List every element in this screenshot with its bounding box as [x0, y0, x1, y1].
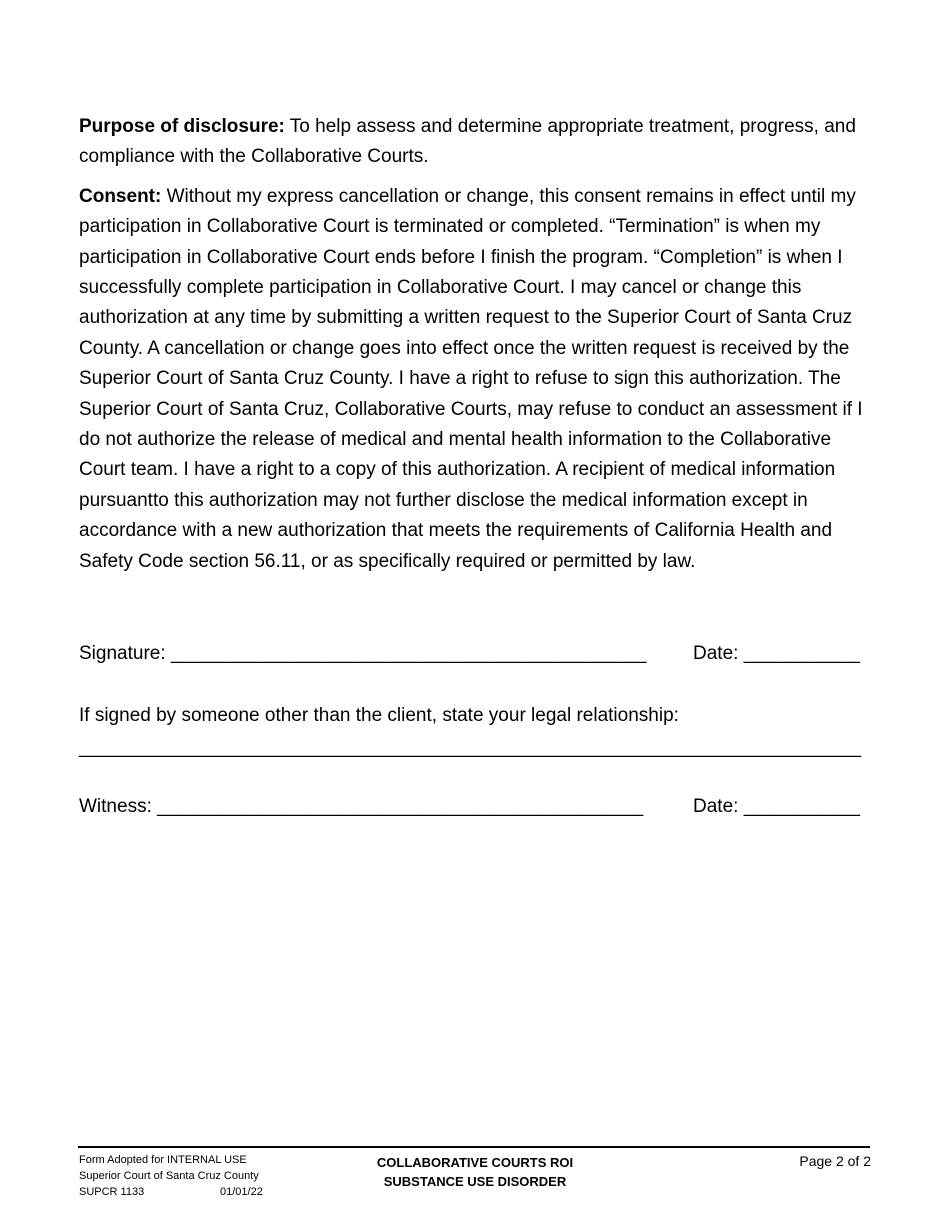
relationship-field[interactable]: __________________________________________________________________________ [79, 737, 861, 758]
footer-form-number: SUPCR 1133 [79, 1186, 145, 1198]
signature-label: Signature: [79, 643, 171, 664]
relationship-label: If signed by someone other than the client, state your legal relationship: [79, 705, 679, 726]
signature-date-row [693, 642, 860, 666]
signature-field[interactable]: _____________________________________________ [170, 643, 647, 664]
consent-label: Consent: [79, 185, 162, 207]
witness-date-row [693, 795, 860, 819]
consent-paragraph [79, 182, 879, 577]
purpose-label: Purpose of disclosure: [79, 116, 285, 137]
witness-row [79, 795, 643, 819]
footer-adopted: Form Adopted for INTERNAL USE [79, 1154, 247, 1166]
signature-row [79, 642, 646, 666]
witness-field[interactable]: ______________________________________________ [157, 796, 644, 817]
footer-title-line1: COLLABORATIVE COURTS ROI [376, 1155, 574, 1170]
footer-form-date: 01/01/22 [220, 1186, 263, 1198]
footer-court: Superior Court of Santa Cruz County [79, 1170, 259, 1182]
body-text [79, 112, 879, 586]
footer-form-id-row [79, 1184, 279, 1200]
footer-divider [78, 1146, 870, 1148]
page-number: Page 2 of 2 [799, 1153, 871, 1169]
signature-date-label: Date: [693, 643, 744, 664]
purpose-paragraph [79, 112, 879, 173]
witness-date-field[interactable]: ___________ [743, 796, 860, 817]
witness-date-label: Date: [693, 796, 744, 817]
consent-text: Without my express cancellation or change, this consent remains in effect until my participation in Collaborative Court is terminated or completed. “Termination” is when my participation in Collaborative Court ends before I finish the program. “Completion” is when I successfully complete participation in Collaborative Court. I may cancel or change this authorization at any time by submitting a written request to the Superior Court of Santa Cruz County. A cancellation or change goes into effect once the written request is received by the Superior Court of Santa Cruz County. I have a right to refuse to sign this authorization. The Superior Court of Santa Cruz, Collaborative Courts, may refuse to conduct an assessment if I do not authorize the release of medical and mental health information to the Collaborative Court team. I have a right to a copy of this authorization. A recipient of medical information pursuantto this authorization may not further disclose the medical information except in accordance with a new authorization that meets the requirements of California Health and Safety Code section 56.11, or as specifically required or permitted by law. [79, 185, 863, 572]
footer-title-line2: SUBSTANCE USE DISORDER [383, 1174, 567, 1189]
signature-date-field[interactable]: ___________ [743, 643, 860, 664]
witness-label: Witness: [79, 796, 158, 817]
footer-form-title [330, 1153, 620, 1191]
purpose-text: To help assess and determine appropriate treatment, progress, and compliance with the Collaborative Courts. [79, 116, 856, 168]
footer-form-info [79, 1152, 279, 1200]
